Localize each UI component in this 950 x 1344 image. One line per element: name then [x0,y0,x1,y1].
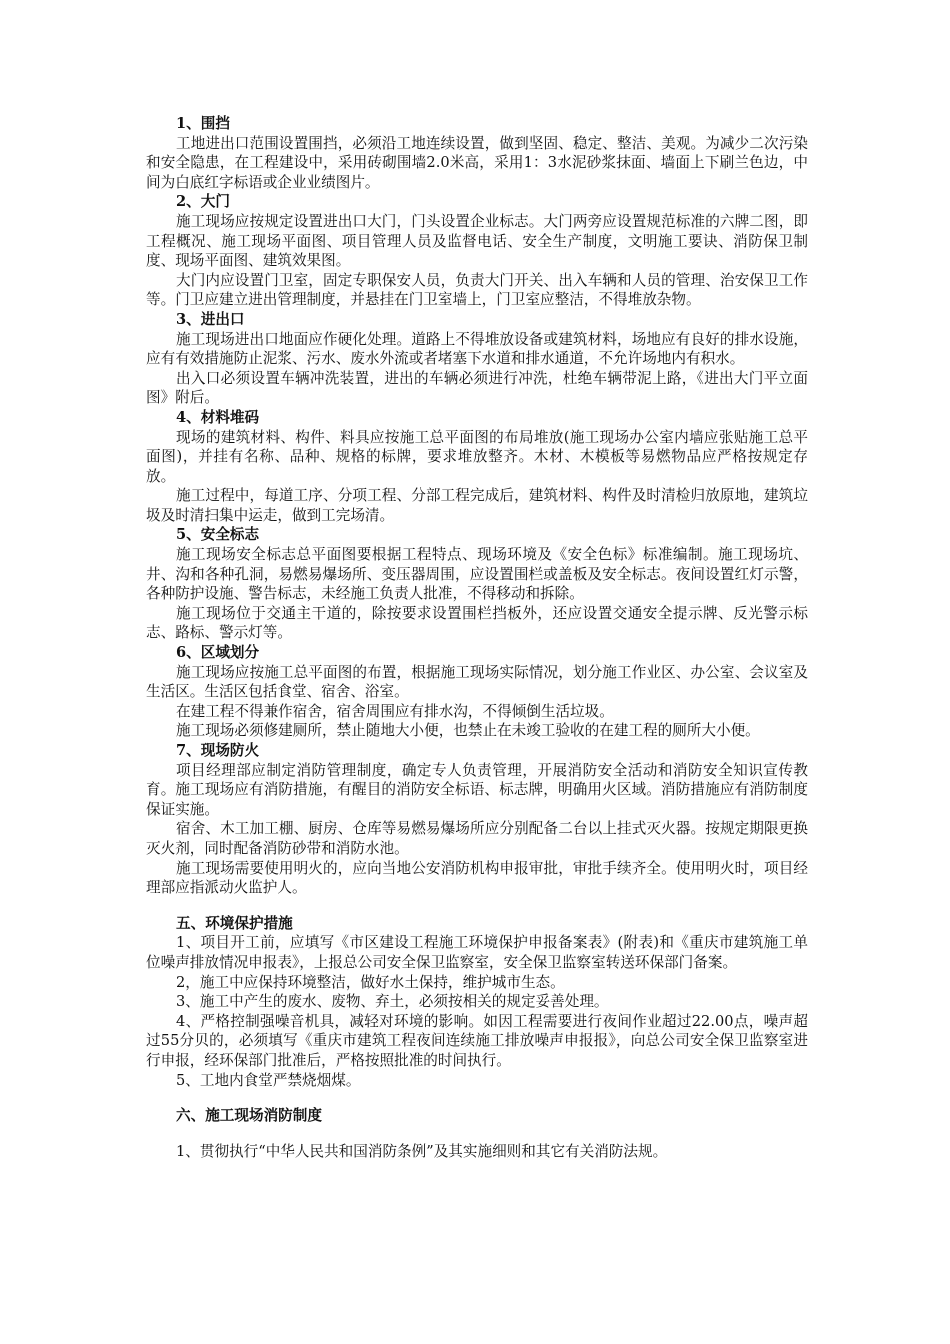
paragraph: 工地进出口范围设置围挡，必须沿工地连续设置，做到坚固、稳定、整洁、美观。为减少二次污染和安全隐患，在工程建设中，采用砖砌围墙2.0米高，采用1：3水泥砂浆抹面、墙面上下刷兰色边，中间为白底红字标语或企业业绩图片。 [146,134,808,191]
document-page [146,114,808,1161]
paragraph: 施工现场需要使用明火的，应向当地公安消防机构申报审批，审批手续齐全。使用明火时，项目经理部应指派动火监护人。 [146,859,808,897]
paragraph: 4、严格控制强噪音机具，减轻对环境的影响。如因工程需要进行夜间作业超过22.00点，噪声超过55分贝的，必须填写《重庆市建筑工程夜间连续施工排放噪声申报报》，向总公司安全保卫监察室进行申报，经环保部门批准后，严格按照批准的时间执行。 [146,1012,808,1069]
section-heading-materials: 4、材料堆码 [176,408,260,426]
section-heading-fire-prevention: 7、现场防火 [176,742,260,759]
section-heading-gate: 2、大门 [176,193,230,211]
paragraph: 在建工程不得兼作宿舍，宿舍周围应有排水沟，不得倾倒生活垃圾。 [176,702,614,720]
paragraph: 1、项目开工前，应填写《市区建设工程施工环境保护申报备案表》(附表)和《重庆市建筑施工单位噪声排放情况申报表》，上报总公司安全保卫监察室，安全保卫监察室转送环保部门备案。 [146,934,808,971]
spacer [146,1090,808,1106]
paragraph: 施工现场必须修建厕所，禁止随地大小便，也禁止在未竣工验收的在建工程的厕所大小便。 [176,722,760,740]
paragraph: 施工现场应按施工总平面图的布置，根据施工现场实际情况，划分施工作业区、办公室、会议室及生活区。生活区包括食堂、宿舍、浴室。 [146,663,808,701]
paragraph: 施工现场安全标志总平面图要根据工程特点、现场环境及《安全色标》标准编制。施工现场坑、井、沟和各种孔洞，易燃易爆场所、变压器周围，应设置围栏或盖板及安全标志。夜间设置红灯示警，各种防护设施、警告标志，未经施工负责人批准，不得移动和拆除。 [146,546,808,603]
paragraph: 2，施工中应保持环境整洁，做好水土保持，维护城市生态。 [176,973,565,991]
paragraph: 3、施工中产生的废水、废物、弃土，必须按相关的规定妥善处理。 [176,993,609,1011]
paragraph: 1、贯彻执行“中华人民共和国消防条例”及其实施细则和其它有关消防法规。 [176,1142,668,1160]
paragraph: 施工现场进出口地面应作硬化处理。道路上不得堆放设备或建筑材料，场地应有良好的排水设施，应有有效措施防止泥浆、污水、废水外流或者堵塞下水道和排水通道，不允许场地内有积水。 [146,330,808,368]
section-heading-zoning: 6、区域划分 [176,644,260,662]
paragraph: 施工现场位于交通主干道的，除按要求设置围栏挡板外，还应设置交通安全提示牌、反光警示标志、路标、警示灯等。 [146,604,808,642]
paragraph: 施工过程中，每道工序、分项工程、分部工程完成后，建筑材料、构件及时清检归放原地，建筑垃圾及时清扫集中运走，做到工完场清。 [146,487,808,524]
paragraph: 大门内应设置门卫室，固定专职保安人员，负责大门开关、出入车辆和人员的管理、治安保卫工作等。门卫应建立进出管理制度，并悬挂在门卫室墙上，门卫室应整洁，不得堆放杂物。 [146,271,808,309]
paragraph: 现场的建筑材料、构件、料具应按施工总平面图的布局堆放(施工现场办公室内墙应张贴施工总平面图)，并挂有名称、品种、规格的标牌，要求堆放整齐。木材、木模板等易燃物品应严格按规定存放。 [146,428,808,485]
section-heading-entrance: 3、进出口 [176,310,245,328]
paragraph: 5、工地内食堂严禁烧烟煤。 [176,1071,361,1089]
paragraph: 施工现场应按规定设置进出口大门，门头设置企业标志。大门两旁应设置规范标准的六牌二图，即工程概况、施工现场平面图、项目管理人员及监督电话、安全生产制度，文明施工要诀、消防保卫制度、现场平面图、建筑效果图。 [146,212,808,270]
paragraph: 宿舍、木工加工棚、厨房、仓库等易燃易爆场所应分别配备二台以上挂式灭火器。按规定期限更换灭火剂，同时配备消防砂带和消防水池。 [146,820,808,857]
section-heading-fence: 1、围挡 [176,115,230,132]
spacer [146,1126,808,1142]
chapter-heading-environment: 五、环境保护措施 [176,914,293,932]
paragraph: 出入口必须设置车辆冲洗装置，进出的车辆必须进行冲洗，杜绝车辆带泥上路，《进出大门平立面图》附后。 [146,369,808,407]
paragraph: 项目经理部应制定消防管理制度，确定专人负责管理，开展消防安全活动和消防安全知识宣传教育。施工现场应有消防措施，有醒目的消防安全标语、标志牌，明确用火区域。消防措施应有消防制度保证实施。 [146,761,808,818]
chapter-heading-fire-system: 六、施工现场消防制度 [176,1107,322,1125]
spacer [146,898,808,914]
section-heading-safety-signs: 5、安全标志 [176,526,260,544]
